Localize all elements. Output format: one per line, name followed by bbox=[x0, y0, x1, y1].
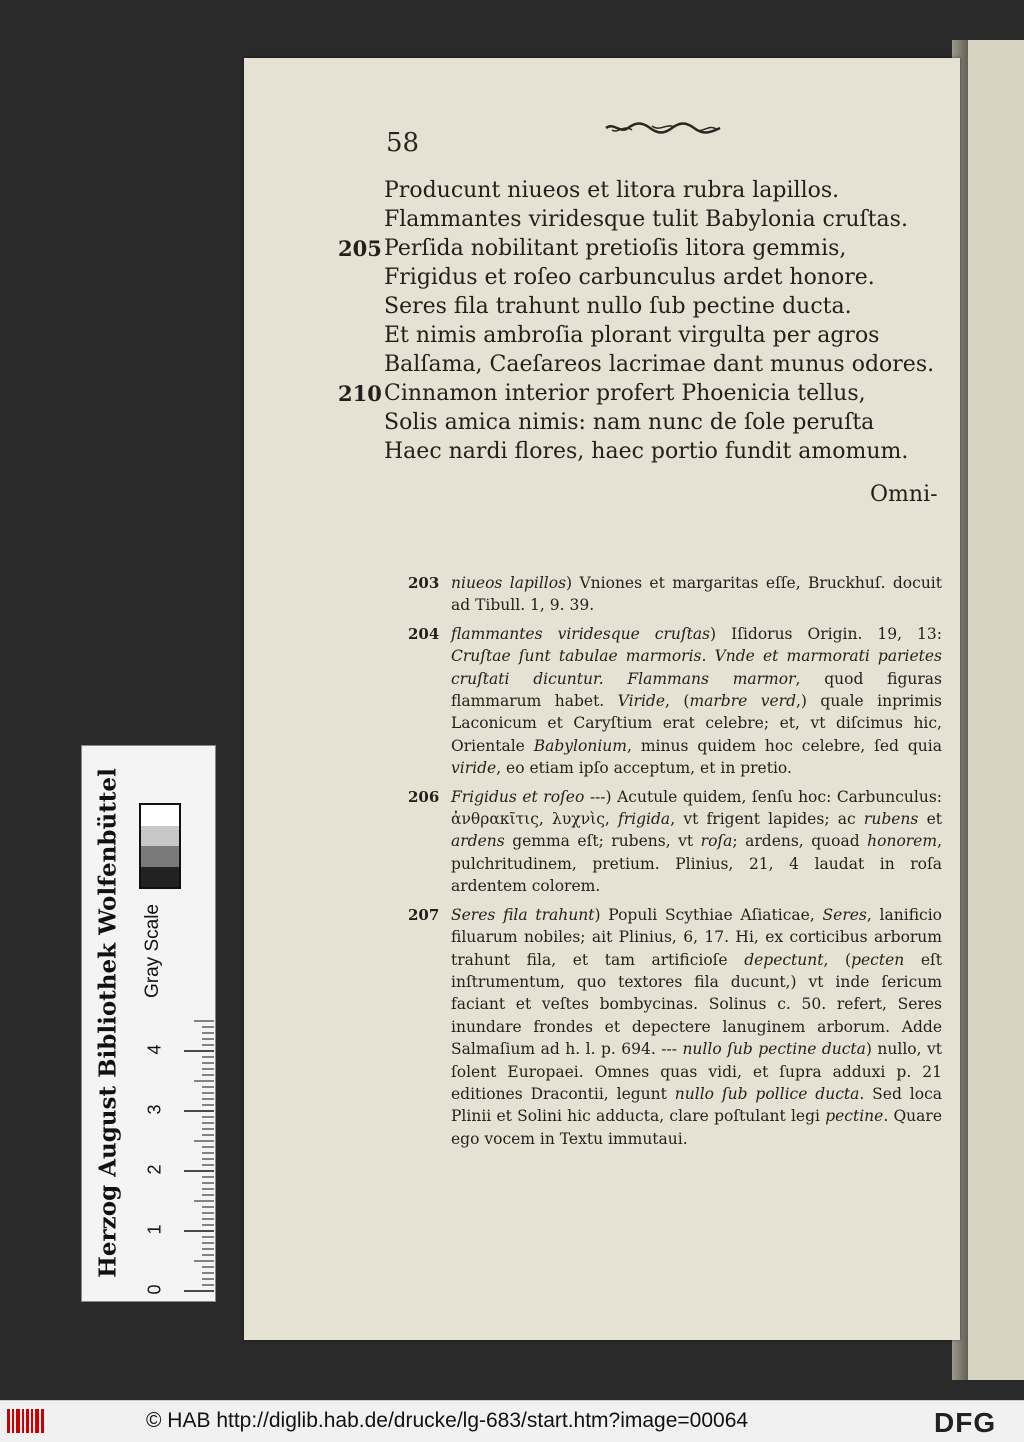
verse-text: Producunt niueos et litora rubra lapillos. bbox=[384, 178, 840, 203]
footnote-text: Frigidus et roſeo ---) Acutule quidem, ſenſu hoc: Carbunculus: ἀνθρακῖτις, λυχνὶς, frigida, vt frigent lapides; ac rubens et ardens gemma eſt; rubens, vt roſa; ardens, quoad honorem, pulchritudinem, pretium. Plinius, 21, 4 laudat in roſa ardentem colorem. bbox=[451, 787, 942, 896]
ruler-number-text: 1 bbox=[144, 1224, 165, 1235]
gray-swatch bbox=[141, 805, 179, 826]
footnote-text: niueos lapillos) Vniones et margaritas eſſe, Bruckhuſ. docuit ad Tibull. 1, 9. 39. bbox=[451, 574, 942, 615]
verse-text: Flammantes viridesque tulit Babylonia cruſtas. bbox=[384, 207, 908, 232]
catchword: Omni- bbox=[870, 482, 938, 507]
gray-scale-ruler bbox=[81, 745, 216, 1302]
footnote-number: 206 bbox=[408, 787, 440, 806]
ornament-icon bbox=[604, 120, 722, 136]
copyright-url: © HAB http://diglib.hab.de/drucke/lg-683/start.htm?image=00064 bbox=[146, 1409, 749, 1432]
verse-text: Seres fila trahunt nullo ſub pectine ducta. bbox=[384, 294, 852, 319]
ruler-ticks bbox=[178, 1011, 214, 1296]
verse-text: Balſama, Caeſareos lacrimae dant munus odores. bbox=[384, 352, 935, 377]
book-page bbox=[244, 58, 960, 1340]
gray-swatch bbox=[141, 826, 179, 847]
verse-text: Et nimis ambroſia plorant virgulta per agros bbox=[384, 323, 880, 348]
verse-line bbox=[340, 292, 940, 321]
footnote-number: 204 bbox=[408, 624, 440, 643]
footnote bbox=[394, 904, 942, 1150]
gray-swatch bbox=[141, 867, 179, 888]
verse-text: Perſida nobilitant pretioſis litora gemmis, bbox=[384, 236, 847, 261]
verse-line bbox=[340, 437, 940, 466]
ruler-number-text: 2 bbox=[144, 1164, 165, 1175]
footnote-number: 207 bbox=[408, 905, 440, 924]
verse-text: Cinnamon interior profert Phoenicia tellus, bbox=[384, 381, 866, 406]
facing-page bbox=[968, 40, 1024, 1380]
footnote bbox=[394, 572, 942, 617]
ruler-number bbox=[138, 1279, 172, 1300]
gray-scale-label-text: Gray Scale bbox=[142, 904, 163, 998]
verse-line bbox=[340, 321, 940, 350]
ruler-number-text: 3 bbox=[144, 1104, 165, 1115]
verse-number: 205 bbox=[338, 236, 382, 261]
footnotes bbox=[394, 572, 942, 1156]
footnote bbox=[394, 623, 942, 780]
footnote-text: flammantes viridesque cruſtas) Iſidorus Origin. 19, 13: Cruſtae ſunt tabulae marmoris. Vnde et marmorati parietes cruſtati dicuntur. Flammans marmor, quod figuras flammarum habet. Viride, (marbre verd,) quale inprimis Laconicum et Caryſtium erat celebre; et, vt diſcimus hic, Orientale Babylonium, minus quidem hoc celebre, ſed quia viride, eo etiam ipſo acceptum, et in pretio. bbox=[451, 624, 942, 778]
footer-bar bbox=[0, 1400, 1024, 1442]
verse-number: 210 bbox=[338, 381, 382, 406]
verse-line bbox=[340, 263, 940, 292]
footnote bbox=[394, 786, 942, 898]
gray-swatch bbox=[141, 846, 179, 867]
verse-block bbox=[340, 176, 940, 466]
gray-swatches bbox=[139, 803, 181, 889]
verse-line bbox=[340, 176, 940, 205]
ruler-number bbox=[138, 1099, 172, 1120]
ruler-title bbox=[86, 746, 130, 1301]
page-number: 58 bbox=[386, 128, 420, 158]
verse-text: Haec nardi flores, haec portio fundit amomum. bbox=[384, 439, 909, 464]
verse-line bbox=[340, 234, 940, 263]
ruler-number bbox=[138, 1219, 172, 1240]
barcode-icon bbox=[6, 1407, 46, 1435]
verse-text: Frigidus et roſeo carbunculus ardet honore. bbox=[384, 265, 875, 290]
dfg-logo: DFG bbox=[934, 1407, 997, 1438]
ruler-title-text: Herzog August Bibliothek Wolfenbüttel bbox=[94, 768, 122, 1278]
verse-line bbox=[340, 205, 940, 234]
ruler-number-text: 0 bbox=[144, 1284, 165, 1295]
ruler-number-text: 4 bbox=[144, 1044, 165, 1055]
verse-line bbox=[340, 350, 940, 379]
footnote-number: 203 bbox=[408, 574, 440, 592]
gray-scale-label bbox=[138, 886, 168, 1016]
verse-line bbox=[340, 408, 940, 437]
footnote-text: Seres fila trahunt) Populi Scythiae Aſiaticae, Seres, lanificio filuarum nobiles; ait Plinius, 6, 17. Hi, ex corticibus arborum trahunt fila, et tam artificioſe depectunt, (pecten eſt inſtrumentum, quo textores fila ducunt,) vt inde ſericum faciant et veſtes bombycinas. Solinus c. 50. refert, Seres inundare frondes et depectere lanuginem arborum. Adde Salmaſium ad h. l. p. 694. --- nullo ſub pectine ducta) nullo, vt ſolent Europaei. Omnes quas vidi, et ſupra adduxi p. 21 editiones Dracontii, legunt nullo ſub pollice ducta. Sed loca Plinii et Solini hic adducta, clare poſtulant legi pectine. Quare ego vocem in Textu immutaui. bbox=[451, 905, 943, 1148]
ruler-number bbox=[138, 1159, 172, 1180]
verse-text: Solis amica nimis: nam nunc de ſole peruſta bbox=[384, 410, 875, 435]
verse-line bbox=[340, 379, 940, 408]
ruler-number bbox=[138, 1039, 172, 1060]
